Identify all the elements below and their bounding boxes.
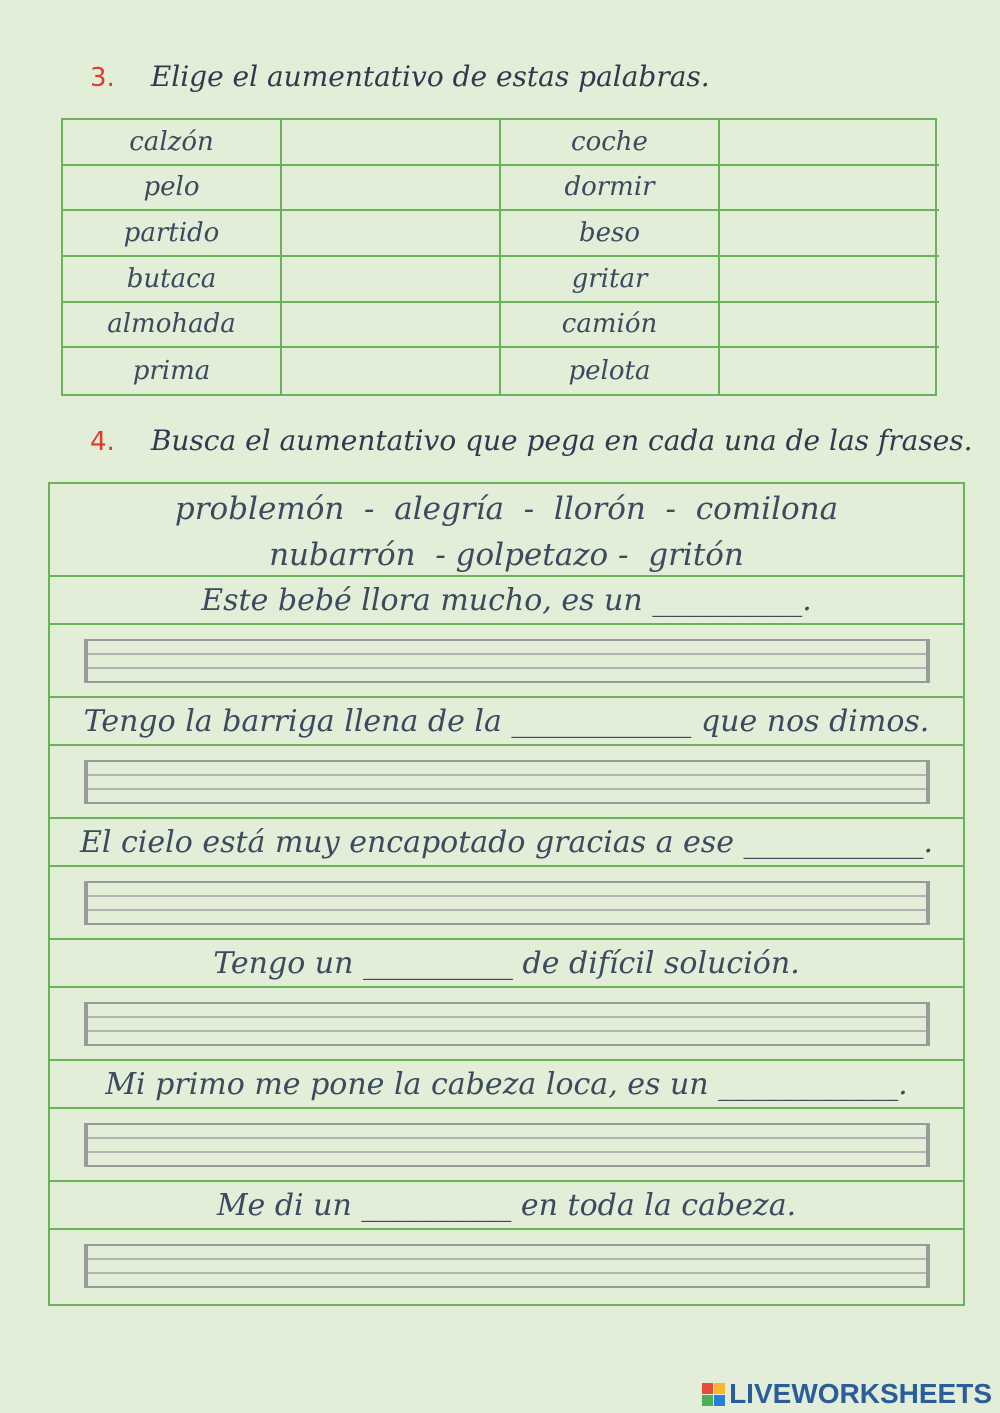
sentence: Tengo la barriga llena de la ____________ que nos dimos. — [50, 698, 963, 746]
answer-cell[interactable] — [282, 257, 501, 303]
answer-cell[interactable] — [720, 348, 939, 394]
word-cell: gritar — [501, 257, 720, 303]
writing-row — [50, 1109, 963, 1182]
sentence: Tengo un __________ de difícil solución. — [50, 940, 963, 988]
writing-row — [50, 625, 963, 698]
sentence-exercise-box — [48, 482, 965, 1306]
word-cell: almohada — [63, 303, 282, 349]
writing-row — [50, 867, 963, 940]
word-cell: coche — [501, 120, 720, 166]
sentence: El cielo está muy encapotado gracias a ese ____________. — [50, 819, 963, 867]
word-cell: butaca — [63, 257, 282, 303]
word-cell: pelo — [63, 166, 282, 212]
word-cell: beso — [501, 211, 720, 257]
answer-cell[interactable] — [720, 257, 939, 303]
question-4-number: 4. — [90, 427, 115, 457]
question-3-title — [90, 60, 710, 93]
sentence: Me di un __________ en toda la cabeza. — [50, 1182, 963, 1230]
answer-lines[interactable] — [84, 881, 930, 925]
answer-cell[interactable] — [282, 120, 501, 166]
answer-cell[interactable] — [720, 120, 939, 166]
word-cell: calzón — [63, 120, 282, 166]
word-bank — [50, 484, 963, 577]
augmentative-table — [61, 118, 937, 396]
writing-row — [50, 746, 963, 819]
answer-cell[interactable] — [282, 303, 501, 349]
question-3-number: 3. — [90, 63, 115, 93]
answer-lines[interactable] — [84, 760, 930, 804]
answer-lines[interactable] — [84, 639, 930, 683]
word-cell: prima — [63, 348, 282, 394]
word-cell: partido — [63, 211, 282, 257]
word-bank-line: problemón - alegría - llorón - comilona — [174, 491, 839, 527]
answer-cell[interactable] — [282, 166, 501, 212]
answer-cell[interactable] — [720, 211, 939, 257]
answer-cell[interactable] — [282, 211, 501, 257]
word-cell: camión — [501, 303, 720, 349]
answer-cell[interactable] — [720, 166, 939, 212]
answer-cell[interactable] — [282, 348, 501, 394]
answer-lines[interactable] — [84, 1244, 930, 1288]
question-4-title — [90, 424, 973, 457]
writing-row — [50, 988, 963, 1061]
sentence: Mi primo me pone la cabeza loca, es un ____________. — [50, 1061, 963, 1109]
word-cell: dormir — [501, 166, 720, 212]
word-bank-line: nubarrón - golpetazo - gritón — [269, 537, 744, 573]
answer-lines[interactable] — [84, 1002, 930, 1046]
question-3-text: Elige el aumentativo de estas palabras. — [150, 60, 710, 93]
brand-name: LIVEWORKSHEETS — [729, 1378, 992, 1409]
liveworksheets-logo-icon — [702, 1383, 725, 1406]
answer-cell[interactable] — [720, 303, 939, 349]
liveworksheets-brand — [702, 1379, 992, 1409]
sentence: Este bebé llora mucho, es un __________. — [50, 577, 963, 625]
answer-lines[interactable] — [84, 1123, 930, 1167]
question-4-text: Busca el aumentativo que pega en cada una de las frases. — [150, 424, 973, 457]
writing-row — [50, 1230, 963, 1303]
word-cell: pelota — [501, 348, 720, 394]
